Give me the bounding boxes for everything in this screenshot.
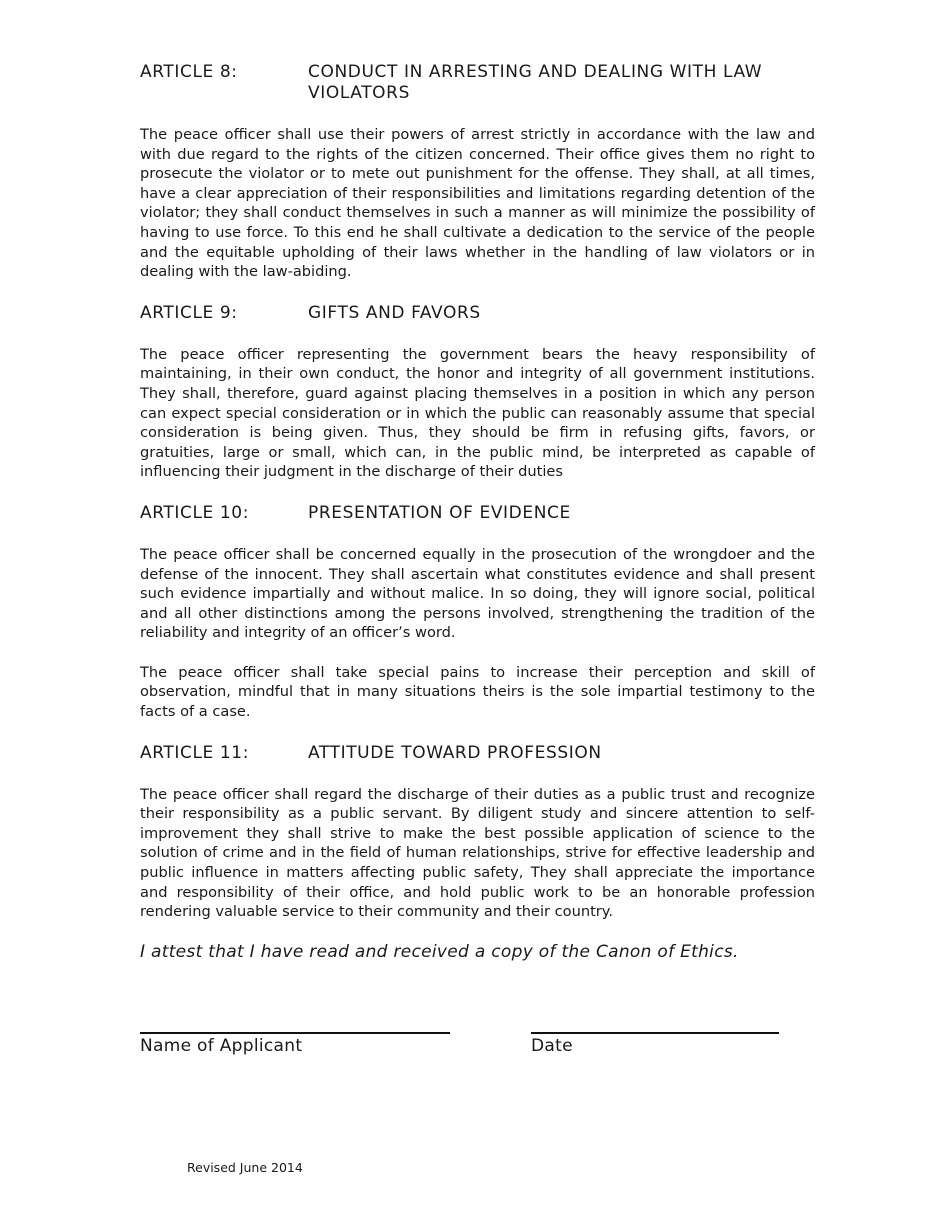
applicant-name-line[interactable] [140,1032,450,1056]
article-11-heading [140,743,815,764]
article-title: PRESENTATION OF EVIDENCE [308,502,571,523]
article-title: CONDUCT IN ARRESTING AND DEALING WITH LAW VIOLATORS [308,62,763,103]
applicant-name-label: Name of Applicant [140,1036,303,1056]
attestation-statement: I attest that I have read and received a copy of the Canon of Ethics. [140,941,739,962]
revision-footer: Revised June 2014 [187,1160,303,1175]
signature-row [140,1032,840,1062]
article-number: ARTICLE 8: [140,62,238,82]
article-8-heading [140,62,815,104]
article-10-paragraph-1: The peace officer shall be concerned equally in the prosecution of the wrongdoer and the defense of the innocent. They shall ascertain what constitutes evidence and shall present such evidence impartially and without malice. In so doing, they will ignore social, political and all other distinctions among the persons involved, strengthening the tradition of the reliability and integrity of an officer’s word. [140,545,815,642]
document-body [140,62,815,963]
article-8-paragraph: The peace officer shall use their powers of arrest strictly in accordance with the law and with due regard to the rights of the citizen concerned. Their office gives them no right to prosecute the violator or to mete out punishment for the offense. They shall, at all times, have a clear appreciation of their responsibilities and limitations regarding detention of the violator; they shall conduct themselves in such a manner as will minimize the possibility of having to use force. To this end he shall cultivate a dedication to the service of the people and the equitable upholding of their laws whether in the handling of law violators or in dealing with the law-abiding. [140,126,815,281]
article-title: ATTITUDE TOWARD PROFESSION [308,742,602,763]
date-line[interactable] [531,1032,779,1056]
article-9-paragraph: The peace officer representing the government bears the heavy responsibility of maintaining, in their own conduct, the honor and integrity of all government institutions. They shall, therefore, guard against placing themselves in a position in which any person can expect special consideration or in which the public can reasonably assume that special consideration is being given. Thus, they should be firm in refusing gifts, favors, or gratuities, large or small, which can, in the public mind, be interpreted as capable of influencing their judgment in the discharge of their duties [140,345,815,481]
date-label: Date [531,1036,573,1056]
article-11-paragraph: The peace officer shall regard the discharge of their duties as a public trust and recognize their responsibility as a public servant. By diligent study and sincere attention to self-improvement they shall strive to make the best possible application of science to the solution of crime and in the field of human relationships, strive for effective leadership and public influence in matters affecting public safety, They shall appreciate the importance and responsibility of their office, and hold public work to be an honorable profession rendering valuable service to their community and their country. [140,785,815,921]
article-9-heading [140,303,815,324]
article-number: ARTICLE 10: [140,502,250,523]
article-10-heading [140,503,815,524]
article-number: ARTICLE 9: [140,302,238,323]
article-number: ARTICLE 11: [140,742,250,763]
article-title: GIFTS AND FAVORS [308,302,481,323]
article-10-paragraph-2: The peace officer shall take special pains to increase their perception and skill of observation, mindful that in many situations theirs is the sole impartial testimony to the facts of a case. [140,663,815,721]
